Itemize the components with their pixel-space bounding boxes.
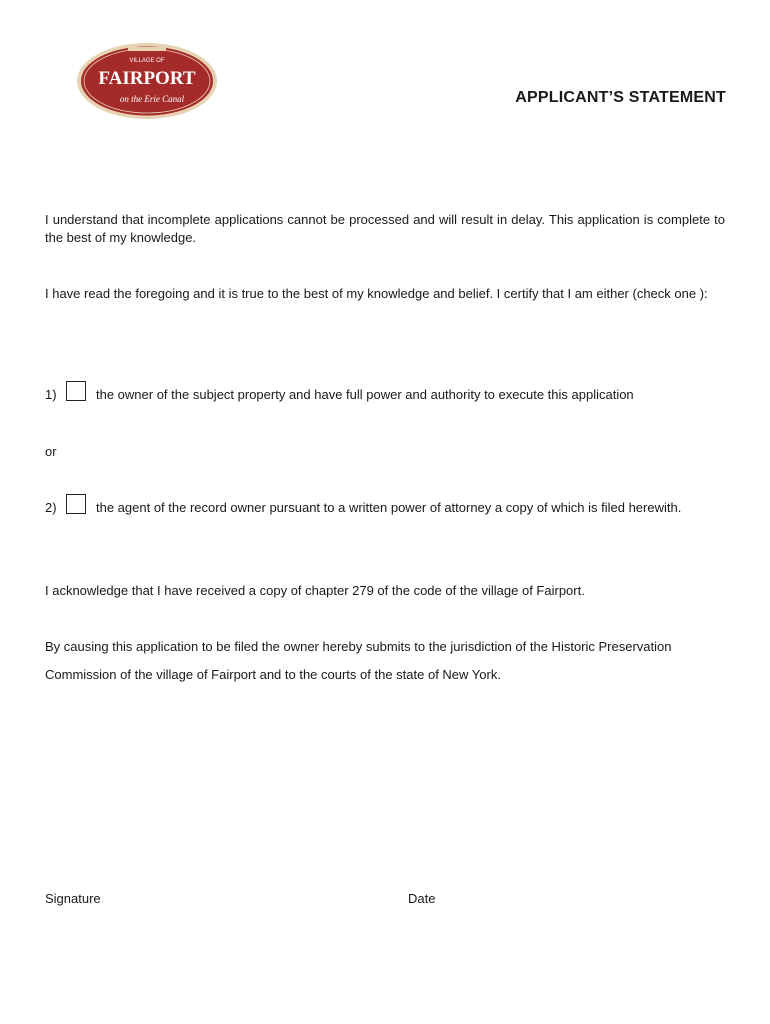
- agent-checkbox[interactable]: [66, 494, 86, 514]
- paragraph-jurisdiction-line-1: By causing this application to be filed the owner hereby submits to the jurisdiction of the Historic Preservation: [45, 639, 672, 654]
- page-title: APPLICANT’S STATEMENT: [515, 89, 726, 106]
- paragraph-certification: I have read the foregoing and it is true to the best of my knowledge and belief. I certify that I am either (check one ):: [45, 286, 708, 301]
- option-2-text: the agent of the record owner pursuant to a written power of attorney a copy of which is filed herewith.: [96, 500, 682, 515]
- fairport-logo: [76, 42, 218, 120]
- option-2-number: 2): [45, 500, 57, 515]
- option-1-number: 1): [45, 387, 57, 402]
- date-label: Date: [408, 891, 436, 906]
- owner-checkbox[interactable]: [66, 381, 86, 401]
- logo-name: FAIRPORT: [98, 68, 196, 89]
- option-1-text: the owner of the subject property and have full power and authority to execute this application: [96, 387, 634, 402]
- or-text: or: [45, 444, 57, 459]
- paragraph-jurisdiction-line-2: Commission of the village of Fairport and to the courts of the state of New York.: [45, 667, 501, 682]
- signature-label: Signature: [45, 891, 101, 906]
- logo-top-text: VILLAGE OF: [129, 58, 165, 64]
- paragraph-incomplete-applications: I understand that incomplete applications cannot be processed and will result in delay. This application is complete to the best of my knowledge.: [45, 212, 725, 245]
- paragraph-acknowledgement: I acknowledge that I have received a copy of chapter 279 of the code of the village of Fairport.: [45, 583, 585, 598]
- logo-tagline: on the Erie Canal: [119, 94, 185, 104]
